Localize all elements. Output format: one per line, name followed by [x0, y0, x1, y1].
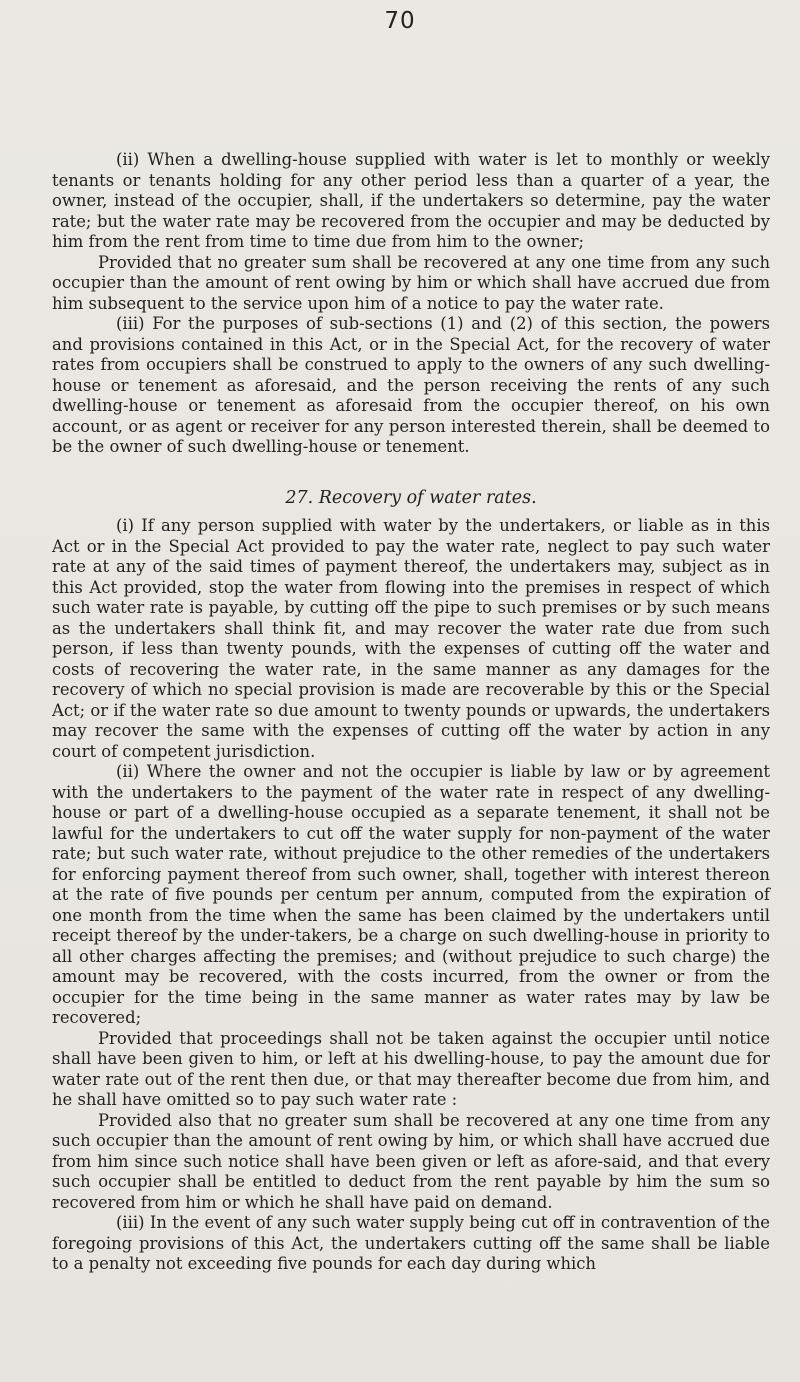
section-27-para-ii: (ii) Where the owner and not the occupier is liable by law or by agreement with the undertakers to the payment of the water rate in respect of any dwelling-house or part of a dwelling-house occupied as a separate tenement, it shall not be lawful for the undertakers to cut off the water supply for non-payment of the water rate; but such water rate, without prejudice to the other remedies of the undertakers for enforcing payment thereof from such owner, shall, together with interest thereon at the rate of five pounds per centum per annum, computed from the expiration of one month from the time when the same has been claimed by the undertakers until receipt thereof by the under-takers, be a charge on such dwelling-house in priority to all other charges affecting the premises; and (without prejudice to such charge) the amount may be recovered, with the costs incurred, from the owner or from the occupier for the time being in the same manner as water rates may by law be recovered;	[52, 762, 770, 1027]
section-27-para-iii: (iii) In the event of any such water supply being cut off in contravention of the foregoing provisions of this Act, the undertakers cutting off the same shall be liable to a penalty not exceeding five pounds for each day during which	[52, 1213, 770, 1273]
section-26-para-ii: (ii) When a dwelling-house supplied with water is let to monthly or weekly tenants or tenants holding for any other period less than a quarter of a year, the owner, instead of the occupier, shall, if the undertakers so determine, pay the water rate; but the water rate may be recovered from the occupier and may be deducted by him from the rent from time to time due from him to the owner;	[52, 150, 770, 251]
page-number: 70	[384, 8, 416, 34]
section-26-proviso: Provided that no greater sum shall be recovered at any one time from any such occupier than the amount of rent owing by him or which shall have accrued due from him subsequent to the service upon him of a notice to pay the water rate.	[52, 252, 770, 313]
section-27-para-i: (i) If any person supplied with water by the undertakers, or liable as in this Act or in the Special Act provided to pay the water rate, neglect to pay such water rate at any of the said times of payment thereof, the undertakers may, subject as in this Act provided, stop the water from flowing into the premises in respect of which such water rate is payable, by cutting off the pipe to such premises or by such means as the undertakers shall think fit, and may recover the water rate due from such person, if less than twenty pounds, with the expenses of cutting off the water and costs of recovering the water rate, in the same manner as any damages for the recovery of which no special provision is made are recoverable by this or the Special Act; or if the water rate so due amount to twenty pounds or upwards, the undertakers may recover the same with the expenses of cutting off the water by action in any court of competent jurisdiction.	[52, 516, 770, 761]
section-26-para-iii: (iii) For the purposes of sub-sections (1) and (2) of this section, the powers and provisions contained in this Act, or in the Special Act, for the recovery of water rates from occupiers shall be construed to apply to the owners of any such dwelling-house or tenement as aforesaid, and the person receiving the rents of any such dwelling-house or tenement as aforesaid from the occupier thereof, on his own account, or as agent or receiver for any person interested therein, shall be deemed to be the owner of such dwelling-house or tenement.	[52, 314, 770, 456]
section-27-proviso-2: Provided also that no greater sum shall be recovered at any one time from any such occupier than the amount of rent owing by him, or which shall have accrued due from him since such notice shall have been given or left as afore-said, and that every such occupier shall be entitled to deduct from the rent payable by him the sum so recovered from him or which he shall have paid on demand.	[52, 1110, 770, 1212]
body-text	[52, 150, 770, 1275]
section-27-heading: 27. Recovery of water rates.	[285, 487, 537, 508]
section-27-proviso-1: Provided that proceedings shall not be taken against the occupier until notice shall have been given to him, or left at his dwelling-house, to pay the amount due for water rate out of the rent then due, or that may thereafter become due from him, and he shall have omitted so to pay such water rate :	[52, 1028, 770, 1109]
